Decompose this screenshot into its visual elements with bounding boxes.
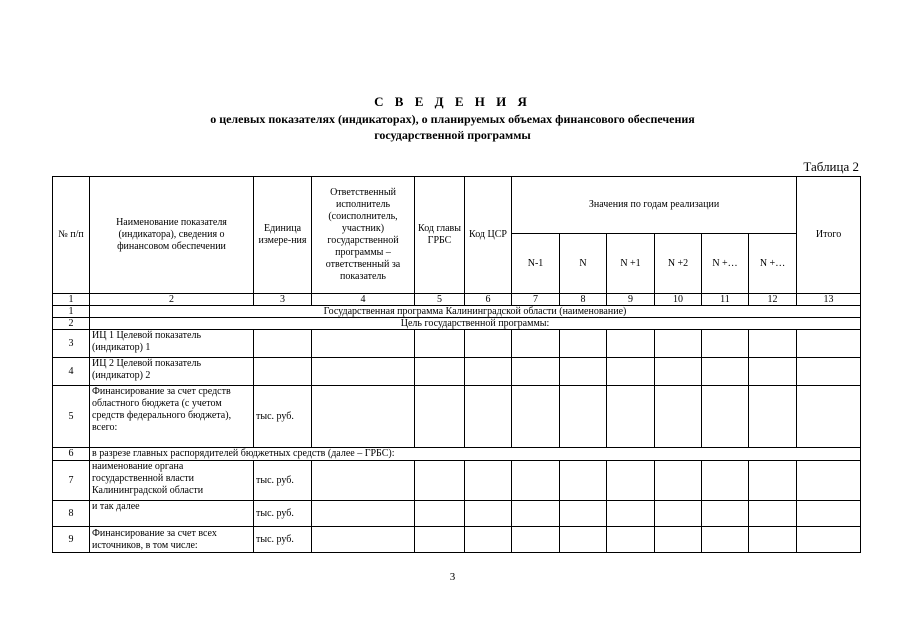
row-num: 1 [53, 306, 90, 318]
empty-cell [797, 330, 861, 358]
column-number: 5 [415, 294, 465, 306]
empty-cell [312, 386, 415, 448]
header-name: Наименование показателя (индикатора), сведения о финансовом обеспечении [90, 177, 254, 294]
authority-name: наименование органа государственной власти Калининградской области [90, 461, 254, 501]
empty-cell [560, 358, 607, 386]
empty-cell [560, 501, 607, 527]
column-number: 1 [53, 294, 90, 306]
etc-name: и так далее [90, 501, 254, 527]
empty-cell [749, 358, 797, 386]
empty-cell [512, 358, 560, 386]
empty-cell [415, 358, 465, 386]
empty-cell [465, 330, 512, 358]
empty-cell [607, 527, 655, 553]
empty-cell [415, 386, 465, 448]
empty-cell [655, 358, 702, 386]
table-row [53, 358, 861, 386]
total-financing-name: Финансирование за счет всех источников, в том числе: [90, 527, 254, 553]
unit-cell: тыс. руб. [254, 461, 312, 501]
empty-cell [797, 386, 861, 448]
empty-cell [415, 461, 465, 501]
table-row [53, 527, 861, 553]
unit-cell [254, 330, 312, 358]
empty-cell [560, 461, 607, 501]
empty-cell [465, 501, 512, 527]
header-year: N +… [702, 234, 749, 294]
empty-cell [797, 527, 861, 553]
indicator-name: ИЦ 2 Целевой показатель (индикатор) 2 [90, 358, 254, 386]
empty-cell [607, 501, 655, 527]
empty-cell [702, 527, 749, 553]
empty-cell [560, 386, 607, 448]
empty-cell [749, 527, 797, 553]
empty-cell [415, 527, 465, 553]
row-num: 9 [53, 527, 90, 553]
grbs-breakdown-cell: в разрезе главных распорядителей бюджетных средств (далее – ГРБС): [90, 448, 861, 461]
row-num: 2 [53, 318, 90, 330]
empty-cell [415, 330, 465, 358]
empty-cell [749, 386, 797, 448]
header-grbs: Код главы ГРБС [415, 177, 465, 294]
row-num: 7 [53, 461, 90, 501]
row-num: 8 [53, 501, 90, 527]
empty-cell [702, 386, 749, 448]
column-number: 13 [797, 294, 861, 306]
column-number: 7 [512, 294, 560, 306]
header-year: N +… [749, 234, 797, 294]
unit-cell [254, 358, 312, 386]
empty-cell [749, 461, 797, 501]
program-goal-cell: Цель государственной программы: [90, 318, 861, 330]
table-row [53, 318, 861, 330]
empty-cell [415, 501, 465, 527]
unit-cell: тыс. руб. [254, 386, 312, 448]
column-number: 10 [655, 294, 702, 306]
program-name-cell: Государственная программа Калининградской области (наименование) [90, 306, 861, 318]
column-numbers-row [53, 294, 861, 306]
empty-cell [607, 330, 655, 358]
page-number: 3 [449, 571, 456, 583]
table-row [53, 330, 861, 358]
empty-cell [465, 527, 512, 553]
empty-cell [655, 527, 702, 553]
empty-cell [512, 386, 560, 448]
empty-cell [797, 501, 861, 527]
empty-cell [512, 330, 560, 358]
header-year: N-1 [512, 234, 560, 294]
table-row [53, 448, 861, 461]
column-number: 11 [702, 294, 749, 306]
header-unit: Единица измере-ния [254, 177, 312, 294]
empty-cell [655, 386, 702, 448]
indicator-name: ИЦ 1 Целевой показатель (индикатор) 1 [90, 330, 254, 358]
empty-cell [655, 501, 702, 527]
row-num: 4 [53, 358, 90, 386]
empty-cell [465, 358, 512, 386]
header-csr: Код ЦСР [465, 177, 512, 294]
column-number: 2 [90, 294, 254, 306]
empty-cell [749, 330, 797, 358]
header-year: N +1 [607, 234, 655, 294]
empty-cell [702, 330, 749, 358]
empty-cell [560, 527, 607, 553]
header-years-group: Значения по годам реализации [512, 177, 797, 234]
empty-cell [607, 358, 655, 386]
column-number: 8 [560, 294, 607, 306]
column-number: 9 [607, 294, 655, 306]
empty-cell [312, 527, 415, 553]
header-year: N [560, 234, 607, 294]
empty-cell [512, 461, 560, 501]
empty-cell [702, 358, 749, 386]
empty-cell [312, 501, 415, 527]
empty-cell [797, 358, 861, 386]
empty-cell [655, 461, 702, 501]
header-responsible: Ответственный исполнитель (соисполнитель, участник) государственной программы – ответственный за показатель [312, 177, 415, 294]
empty-cell [465, 386, 512, 448]
document-subtitle-line-1: о целевых показателях (индикаторах), о планируемых объемах финансового обеспечения [210, 112, 695, 126]
header-total: Итого [797, 177, 861, 294]
empty-cell [560, 330, 607, 358]
unit-cell: тыс. руб. [254, 501, 312, 527]
table-row [53, 461, 861, 501]
column-number: 6 [465, 294, 512, 306]
column-number: 4 [312, 294, 415, 306]
empty-cell [607, 461, 655, 501]
empty-cell [797, 461, 861, 501]
empty-cell [702, 461, 749, 501]
empty-cell [512, 501, 560, 527]
empty-cell [655, 330, 702, 358]
row-num: 3 [53, 330, 90, 358]
document-title: С В Е Д Е Н И Я [374, 94, 531, 109]
empty-cell [702, 501, 749, 527]
table-row [53, 306, 861, 318]
header-year: N +2 [655, 234, 702, 294]
empty-cell [607, 386, 655, 448]
empty-cell [512, 527, 560, 553]
indicators-table [52, 176, 861, 553]
empty-cell [312, 358, 415, 386]
empty-cell [749, 501, 797, 527]
column-number: 3 [254, 294, 312, 306]
table-row [53, 501, 861, 527]
table-label: Таблица 2 [803, 159, 859, 174]
document-subtitle-line-2: государственной программы [374, 128, 531, 142]
row-num: 5 [53, 386, 90, 448]
column-number: 12 [749, 294, 797, 306]
table-row [53, 386, 861, 448]
row-num: 6 [53, 448, 90, 461]
financing-name: Финансирование за счет средств областного бюджета (с учетом средств федерального бюджета), всего: [90, 386, 254, 448]
empty-cell [312, 461, 415, 501]
unit-cell: тыс. руб. [254, 527, 312, 553]
header-num: № п/п [53, 177, 90, 294]
empty-cell [312, 330, 415, 358]
empty-cell [465, 461, 512, 501]
